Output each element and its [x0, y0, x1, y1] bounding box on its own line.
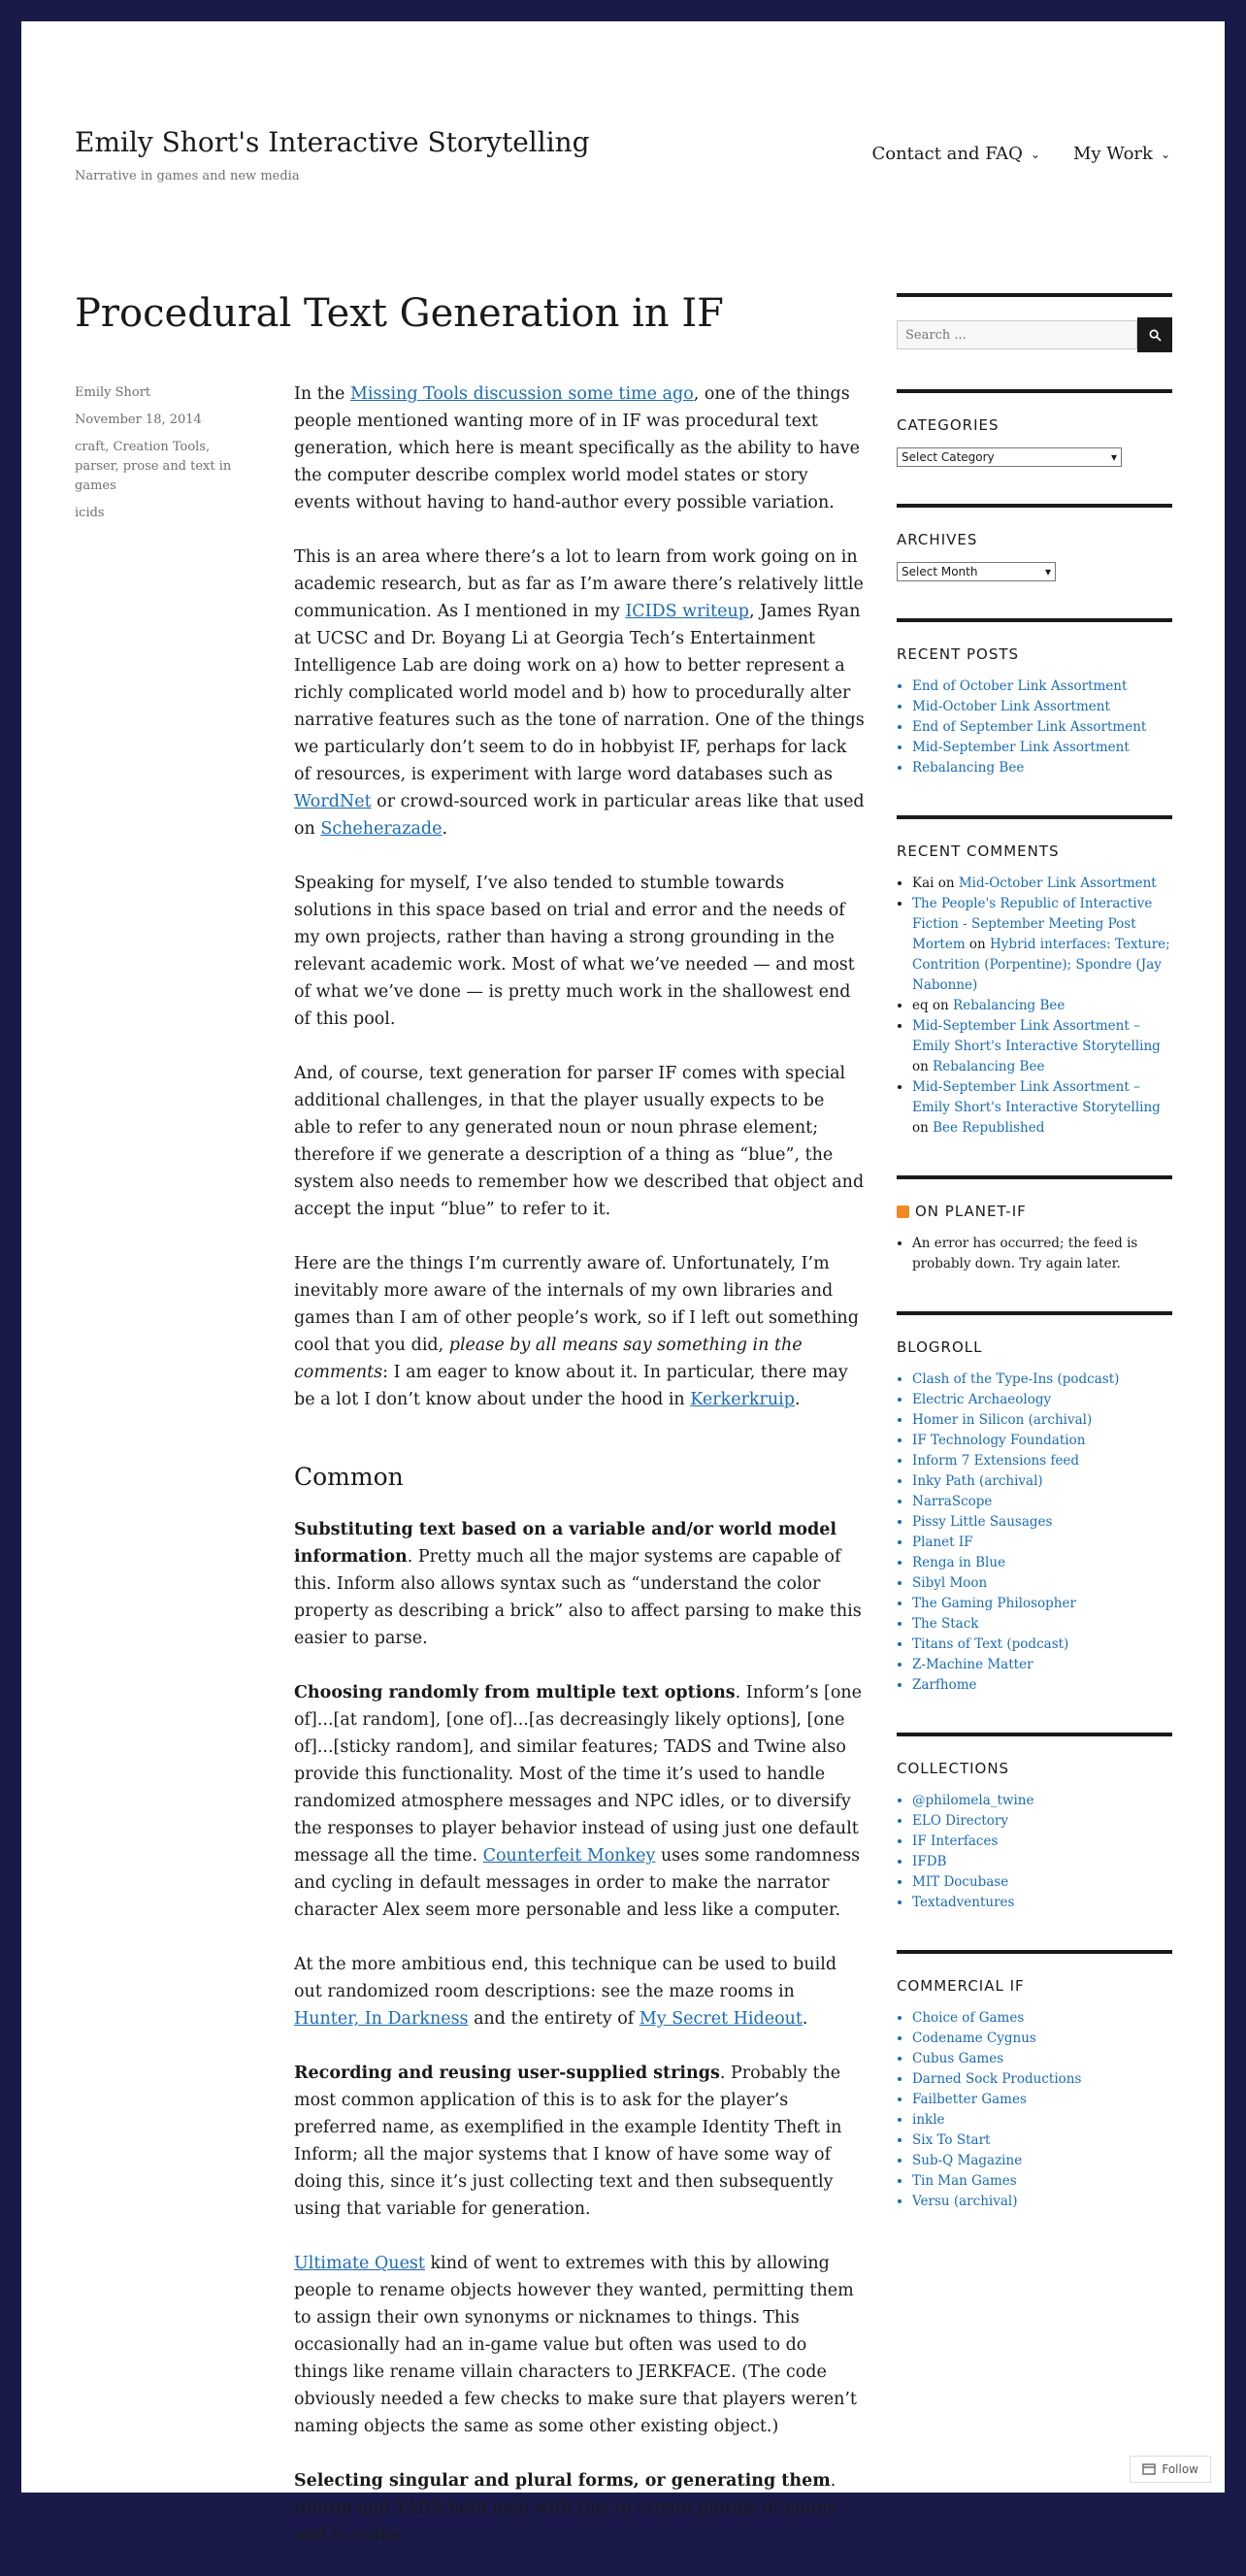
list-item[interactable]: • Mid-September Link Assortment — [912, 738, 1172, 758]
list-item[interactable]: • Versu (archival) — [912, 2192, 1172, 2212]
text: : I am eager to know about it. In particular, there may be a lot I don’t know about under the hood in — [294, 1363, 848, 1409]
list-item[interactable]: • The Gaming Philosopher — [912, 1594, 1172, 1614]
collections-list — [897, 1791, 1172, 1913]
comment-author[interactable]: Mid-September Link Assortment – Emily Short's Interactive Storytelling — [912, 1079, 1161, 1115]
search-button[interactable] — [1137, 317, 1172, 352]
list-item: • An error has occurred; the feed is probably down. Try again later. — [912, 1234, 1172, 1274]
list-item[interactable]: • Failbetter Games — [912, 2090, 1172, 2110]
follow-label: Follow — [1162, 2462, 1198, 2476]
comment-post-link[interactable]: Mid-October Link Assortment — [958, 875, 1157, 891]
text: on — [912, 1120, 934, 1136]
bold-lead: Substituting text based on a variable and/or world model information — [294, 1520, 837, 1567]
search-icon — [1149, 329, 1162, 342]
list-item[interactable]: • Homer in Silicon (archival) — [912, 1410, 1172, 1431]
widget-title-text: ON PLANET-IF — [915, 1203, 1027, 1220]
list-item[interactable]: • Inky Path (archival) — [912, 1471, 1172, 1492]
recent-posts-list — [897, 677, 1172, 778]
widget-title: RECENT COMMENTS — [897, 842, 1060, 860]
widget-title: COLLECTIONS — [897, 1760, 1010, 1777]
counterfeit-monkey-link[interactable]: Counterfeit Monkey — [482, 1846, 656, 1866]
text: kind of went to extremes with this by allowing people to rename objects however they wanted, permitting them to assign their own synonyms or nicknames to things. This occasionally had an in-game value but often was used to do things like rename villain characters to JERKFACE. (The code obviously needed a few checks to make sure that players weren’t naming objects the same as some other existing object.) — [294, 2254, 857, 2436]
text: on — [912, 1059, 934, 1074]
list-item[interactable]: • Mid-October Link Assortment — [912, 697, 1172, 717]
chevron-down-icon: ⌄ — [1160, 147, 1170, 161]
chevron-down-icon: ▾ — [1044, 565, 1051, 578]
text: on — [928, 998, 954, 1013]
list-item — [912, 894, 1172, 996]
recent-comments-list — [897, 874, 1172, 1139]
paragraph — [294, 2250, 865, 2440]
list-item — [912, 874, 1172, 894]
post-title: Procedural Text Generation in IF — [75, 291, 724, 336]
list-item[interactable]: • Textadventures — [912, 1893, 1172, 1913]
list-item — [912, 1077, 1172, 1139]
recent-comments-widget — [897, 815, 1172, 1139]
text: uses some randomness and cycling in default messages in order to make the narrator character Alex seem more personable and less like a computer. — [294, 1846, 861, 1920]
rss-icon[interactable] — [897, 1205, 909, 1218]
recent-posts-widget — [897, 618, 1172, 778]
kerkerkruip-link[interactable]: Kerkerkruip — [690, 1390, 795, 1409]
missing-tools-link[interactable]: Missing Tools discussion some time ago — [349, 384, 694, 404]
list-item[interactable]: • Darned Sock Productions — [912, 2069, 1172, 2090]
my-secret-hideout-link[interactable]: My Secret Hideout — [639, 2009, 803, 2029]
main-nav — [871, 144, 1170, 164]
list-item[interactable]: • Pissy Little Sausages — [912, 1512, 1172, 1533]
list-item[interactable]: • Renga in Blue — [912, 1553, 1172, 1573]
post-date[interactable]: November 18, 2014 — [75, 413, 202, 427]
site-description: Narrative in games and new media — [75, 169, 300, 183]
text: and the entirety of — [468, 2009, 639, 2029]
widget-title: RECENT POSTS — [897, 645, 1020, 663]
text: on — [934, 875, 959, 891]
nav-label: My Work — [1072, 144, 1153, 164]
text: . — [794, 1390, 801, 1409]
planet-if-widget — [897, 1175, 1172, 1274]
text: on — [965, 937, 991, 952]
list-item[interactable]: • Titans of Text (podcast) — [912, 1635, 1172, 1655]
list-item[interactable]: • Codename Cygnus — [912, 2029, 1172, 2049]
widget-title — [897, 1203, 1172, 1220]
list-item — [912, 996, 1172, 1016]
list-item — [912, 1016, 1172, 1077]
text: This is an area where there’s a lot to learn from work going on in academic research, but as far as I’m aware there’s relatively little communication. As I mentioned in my — [294, 547, 864, 621]
list-item[interactable]: • @philomela_twine — [912, 1791, 1172, 1811]
scheherazade-link[interactable]: Scheherazade — [320, 819, 443, 839]
select-value: Select Category — [902, 450, 995, 464]
search-widget — [897, 293, 1172, 352]
comment-post-link[interactable]: Rebalancing Bee — [933, 1059, 1045, 1074]
list-item[interactable]: • Sibyl Moon — [912, 1573, 1172, 1594]
comment-post-link[interactable]: Hybrid interfaces: Texture; Contrition (Porpentine); Spondre (Jay Nabonne) — [912, 937, 1170, 993]
text: , one of the things people mentioned wanting more of in IF was procedural text generation, which here is meant specifically as the ability to have the computer describe complex world model states or story events without having to hand-author every possible variation. — [294, 384, 861, 512]
list-item[interactable]: • MIT Docubase — [912, 1872, 1172, 1893]
page — [21, 21, 1225, 2545]
paragraph — [294, 380, 865, 516]
commercial-if-list — [897, 2008, 1172, 2212]
list-item[interactable]: • Choice of Games — [912, 2008, 1172, 2029]
comment-author: Kai — [912, 875, 934, 891]
categories-widget — [897, 389, 1172, 467]
paragraph — [294, 1951, 865, 2032]
comment-post-link[interactable]: Bee Republished — [933, 1120, 1045, 1136]
post-tags[interactable]: icids — [75, 506, 105, 520]
ultimate-quest-link[interactable]: Ultimate Quest — [294, 2254, 425, 2273]
emphasis: please by all means say something in the comments — [294, 1336, 803, 1382]
widget-title: CATEGORIES — [897, 416, 1000, 434]
bold-lead: Choosing randomly from multiple text options — [294, 1683, 736, 1702]
post-categories[interactable]: craft, Creation Tools, parser, prose and text in games — [75, 440, 232, 493]
list-item[interactable]: • inkle — [912, 2110, 1172, 2130]
list-item[interactable]: • The Stack — [912, 1614, 1172, 1635]
text: At the more ambitious end, this technique can be used to build out randomized room descriptions: see the maze rooms in — [294, 1955, 837, 2001]
nav-contact-faq[interactable] — [871, 144, 1040, 164]
nav-label: Contact and FAQ — [871, 144, 1023, 164]
list-item[interactable]: • IFDB — [912, 1852, 1172, 1872]
text: . — [442, 819, 448, 839]
list-item[interactable]: • IF Technology Foundation — [912, 1431, 1172, 1451]
collections-widget — [897, 1733, 1172, 1913]
commercial-if-widget — [897, 1950, 1172, 2212]
planet-if-list — [897, 1234, 1172, 1274]
list-item[interactable]: • Cubus Games — [912, 2049, 1172, 2069]
category-select[interactable] — [897, 447, 1122, 467]
list-item[interactable]: • IF Interfaces — [912, 1832, 1172, 1852]
sidebar — [897, 293, 1172, 2249]
comment-author[interactable]: Mid-September Link Assortment – Emily Short's Interactive Storytelling — [912, 1018, 1161, 1054]
paragraph — [294, 1250, 865, 1413]
follow-icon — [1142, 2463, 1156, 2475]
text: . Pretty much all the major systems are capable of this. Inform also allows syntax such as “understand the color property as describing a brick” also to affect parsing to make this easier to parse. — [294, 1547, 862, 1648]
post-author[interactable]: Emily Short — [75, 385, 151, 400]
post-meta — [75, 383, 245, 531]
archives-widget — [897, 504, 1172, 581]
archive-select[interactable] — [897, 562, 1056, 581]
list-item[interactable]: • ELO Directory — [912, 1811, 1172, 1832]
text: or crowd-sourced work in particular areas like that used on — [294, 792, 865, 839]
widget-title: ARCHIVES — [897, 531, 978, 548]
list-item[interactable]: • Inform 7 Extensions feed — [912, 1451, 1172, 1471]
search-form — [897, 320, 1172, 352]
paragraph — [294, 1516, 865, 1652]
blogroll-list — [897, 1370, 1172, 1696]
list-item[interactable]: • End of October Link Assortment — [912, 677, 1172, 697]
paragraph — [294, 2467, 865, 2549]
follow-button[interactable] — [1130, 2456, 1211, 2483]
widget-title: COMMERCIAL IF — [897, 1977, 1025, 1995]
post-content — [294, 380, 865, 2576]
paragraph — [294, 1679, 865, 1924]
list-item[interactable]: • Zarfhome — [912, 1675, 1172, 1696]
text: . Inform and TADS both deal with this to create plurals of nouns and to make — [294, 2471, 836, 2545]
list-item[interactable]: • Clash of the Type-Ins (podcast) — [912, 1370, 1172, 1390]
hunter-in-darkness-link[interactable]: Hunter, In Darkness — [294, 2009, 469, 2029]
bold-lead: Selecting singular and plural forms, or generating them — [294, 2471, 831, 2491]
comment-author: eq — [912, 998, 929, 1013]
text: . Inform’s [one of]...[at random], [one of]...[as decreasingly likely options], [one of]...[sticky random], and similar features; TADS and Twine also provide this functionality. Most of the time it’s used to handle randomized atmosphere messages and NPC idles, or to diversify the responses to player behavior instead of using just one default message all the time. — [294, 1683, 863, 1866]
icids-writeup-link[interactable]: ICIDS writeup — [625, 602, 749, 621]
list-item[interactable]: • Tin Man Games — [912, 2171, 1172, 2192]
text: , James Ryan at UCSC and Dr. Boyang Li at Georgia Tech’s Entertainment Intelligence Lab are doing work on a) how to better represent a richly complicated world model and b) how to procedurally alter narrative features such as the tone of narration. One of the things we particularly don’t seem to do in hobbyist IF, perhaps for lack of resources, is experiment with large word databases such as — [294, 602, 865, 784]
list-item[interactable]: • Electric Archaeology — [912, 1390, 1172, 1410]
comment-author[interactable]: The People's Republic of Interactive Fiction - September Meeting Post Mortem — [912, 896, 1153, 952]
list-item[interactable]: • End of September Link Assortment — [912, 717, 1172, 738]
text: Here are the things I’m currently aware of. Unfortunately, I’m inevitably more aware of the internals of my own libraries and games than I am of other people’s work, so if I left out something cool that you did, — [294, 1254, 859, 1355]
list-item[interactable]: • Six To Start — [912, 2130, 1172, 2151]
chevron-down-icon: ⌄ — [1030, 147, 1040, 161]
list-item[interactable]: • Sub-Q Magazine — [912, 2151, 1172, 2171]
site-title[interactable]: Emily Short's Interactive Storytelling — [75, 126, 590, 158]
list-item[interactable]: • Rebalancing Bee — [912, 758, 1172, 778]
paragraph: And, of course, text generation for parser IF comes with special additional challenges, in that the player usually expects to be able to refer to any generated noun or noun phrase element; therefore if we generate a description of a thing as “blue”, the system also needs to remember how we described that object and accept the input “blue” to refer to it. — [294, 1064, 865, 1219]
bold-lead: Recording and reusing user-supplied strings — [294, 2064, 720, 2083]
select-value: Select Month — [902, 565, 978, 578]
section-heading: Common — [294, 1463, 404, 1491]
widget-title: BLOGROLL — [897, 1338, 983, 1356]
paragraph: Speaking for myself, I’ve also tended to stumble towards solutions in this space based on trial and error and the needs of my own projects, rather than having a strong grounding in the relevant academic work. Most of what we’ve needed — and most of what we’ve done — is pretty much work in the shallowest end of this pool. — [294, 874, 855, 1029]
text: . — [802, 2009, 808, 2029]
wordnet-link[interactable]: WordNet — [294, 792, 372, 811]
text: . Probably the most common application of this is to ask for the player’s preferred name, as exemplified in the example Identity Theft in Inform; all the major systems that I know of have some way of doing this, since it’s just collecting text and then subsequently using that variable for generation. — [294, 2064, 842, 2219]
nav-my-work[interactable] — [1073, 144, 1170, 164]
list-item[interactable]: • NarraScope — [912, 1492, 1172, 1512]
chevron-down-icon: ▾ — [1110, 450, 1117, 464]
blogroll-widget — [897, 1311, 1172, 1696]
search-input[interactable] — [897, 320, 1137, 349]
list-item[interactable]: • Z-Machine Matter — [912, 1655, 1172, 1675]
text: In the — [294, 384, 350, 404]
list-item[interactable]: • Planet IF — [912, 1533, 1172, 1553]
comment-post-link[interactable]: Rebalancing Bee — [953, 998, 1066, 1013]
paragraph — [294, 544, 865, 842]
paragraph — [294, 2060, 865, 2223]
